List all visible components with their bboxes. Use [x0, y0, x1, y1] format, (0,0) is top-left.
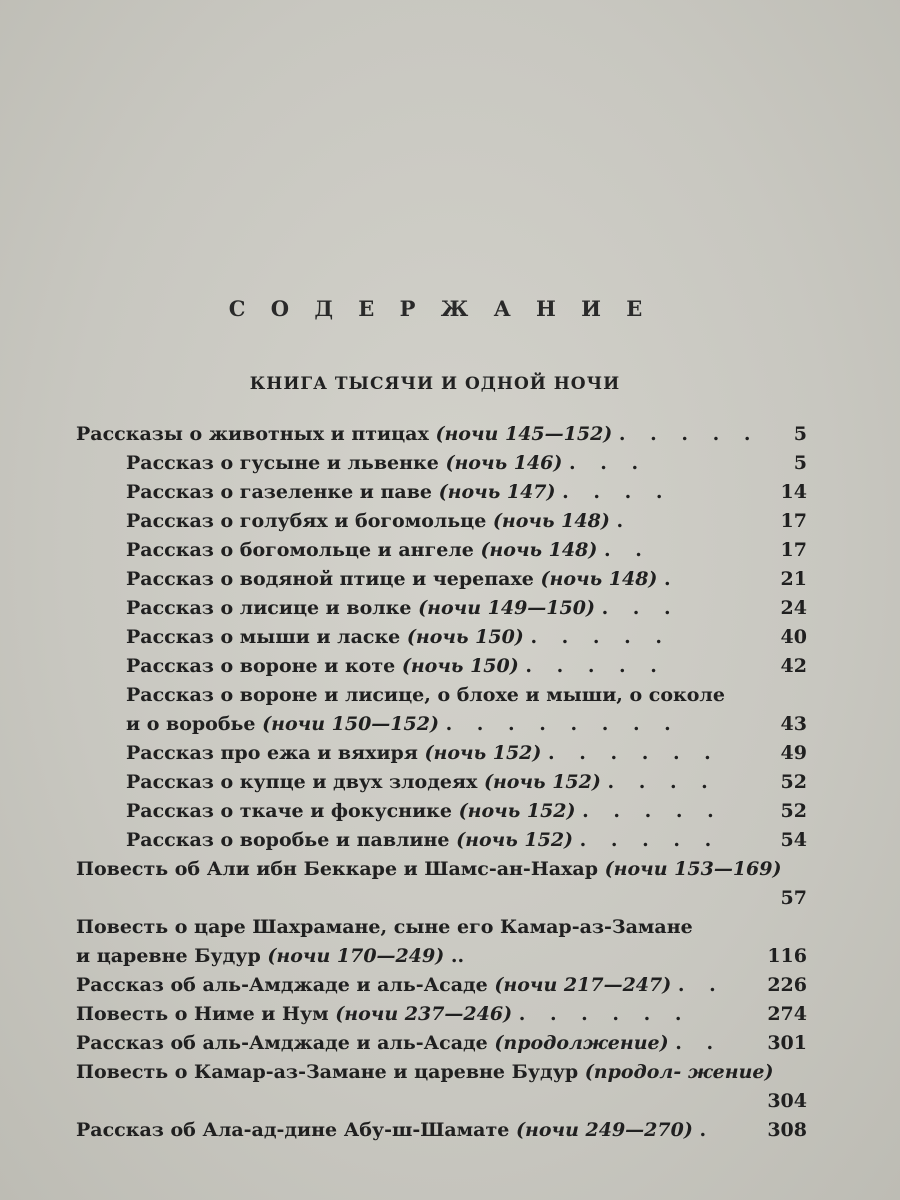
toc-page-number: 14: [780, 481, 807, 503]
toc-page-number: 49: [780, 742, 807, 764]
toc-page-number: 24: [780, 597, 807, 619]
toc-page-number: 52: [780, 771, 807, 793]
toc-page-number: 116: [767, 945, 807, 967]
toc-entry: Рассказ о мыши и ласке (ночь 150) . . . . . 40: [0, 623, 900, 652]
toc-entry: Рассказ о гусыне и львенке (ночь 146) . . . 5: [0, 449, 900, 478]
toc-entry: Рассказ о голубях и богомольце (ночь 148) . 17: [0, 507, 900, 536]
toc-entry: Рассказ об аль-Амджаде и аль-Асаде (продолжение) . . 301: [0, 1029, 900, 1058]
toc-page-number: 274: [767, 1003, 807, 1025]
toc-page-number: 40: [780, 626, 807, 648]
toc-entry: Повесть о царе Шахрамане, сыне его Камар-аз-Замане и царевне Будур (ночи 170—249) .. 116: [0, 913, 900, 971]
toc-entry: Повесть об Али ибн Беккаре и Шамс-ан-Нахар (ночи 153—169) 57: [0, 855, 900, 913]
table-of-contents: [0, 420, 900, 1145]
toc-page-number: 17: [780, 539, 807, 561]
toc-entry: Рассказ о купце и двух злодеях (ночь 152) . . . . 52: [0, 768, 900, 797]
toc-entry: Рассказ об Ала-ад-дине Абу-ш-Шамате (ночи 249—270) . 308: [0, 1116, 900, 1145]
toc-entry: Рассказ о газеленке и паве (ночь 147) . . . . 14: [0, 478, 900, 507]
toc-page-number: 5: [793, 423, 807, 445]
toc-page-number: 304: [767, 1090, 807, 1112]
toc-entry: Рассказ о ткаче и фокуснике (ночь 152) . . . . . 52: [0, 797, 900, 826]
toc-entry: Рассказ о воробье и павлине (ночь 152) . . . . . 54: [0, 826, 900, 855]
toc-page-number: 5: [793, 452, 807, 474]
toc-entry: Рассказ об аль-Амджаде и аль-Асаде (ночи 217—247) . . 226: [0, 971, 900, 1000]
toc-entry: Повесть о Ниме и Нум (ночи 237—246) . . . . . . 274: [0, 1000, 900, 1029]
toc-entry: Рассказ о вороне и коте (ночь 150) . . . . . 42: [0, 652, 900, 681]
toc-page-number: 54: [780, 829, 807, 851]
page-title: С О Д Е Р Ж А Н И Е: [228, 296, 652, 321]
toc-page-number: 42: [780, 655, 807, 677]
toc-entry: Рассказ о водяной птице и черепахе (ночь 148) . 21: [0, 565, 900, 594]
toc-entry: Рассказ про ежа и вяхиря (ночь 152) . . . . . . 49: [0, 739, 900, 768]
toc-entry: Рассказ о богомольце и ангеле (ночь 148) . . 17: [0, 536, 900, 565]
toc-page-number: 21: [780, 568, 807, 590]
toc-entry: Повесть о Камар-аз-Замане и царевне Будур (продол- жение) 304: [0, 1058, 900, 1116]
toc-entry: Рассказы о животных и птицах (ночи 145—152) . . . . . 5: [0, 420, 900, 449]
toc-page-number: 308: [767, 1119, 807, 1141]
section-title: КНИГА ТЫСЯЧИ И ОДНОЙ НОЧИ: [249, 374, 621, 394]
toc-page-number: 52: [780, 800, 807, 822]
toc-page-number: 43: [780, 713, 807, 735]
toc-entry: Рассказ о лисице и волке (ночи 149—150) . . . 24: [0, 594, 900, 623]
toc-page-number: 17: [780, 510, 807, 532]
toc-entry: Рассказ о вороне и лисице, о блохе и мыши, о соколе и о воробье (ночи 150—152) . . . . . . . . 43: [0, 681, 900, 739]
toc-page-number: 226: [767, 974, 807, 996]
toc-page-number: 301: [767, 1032, 807, 1054]
toc-page-number: 57: [780, 887, 807, 909]
